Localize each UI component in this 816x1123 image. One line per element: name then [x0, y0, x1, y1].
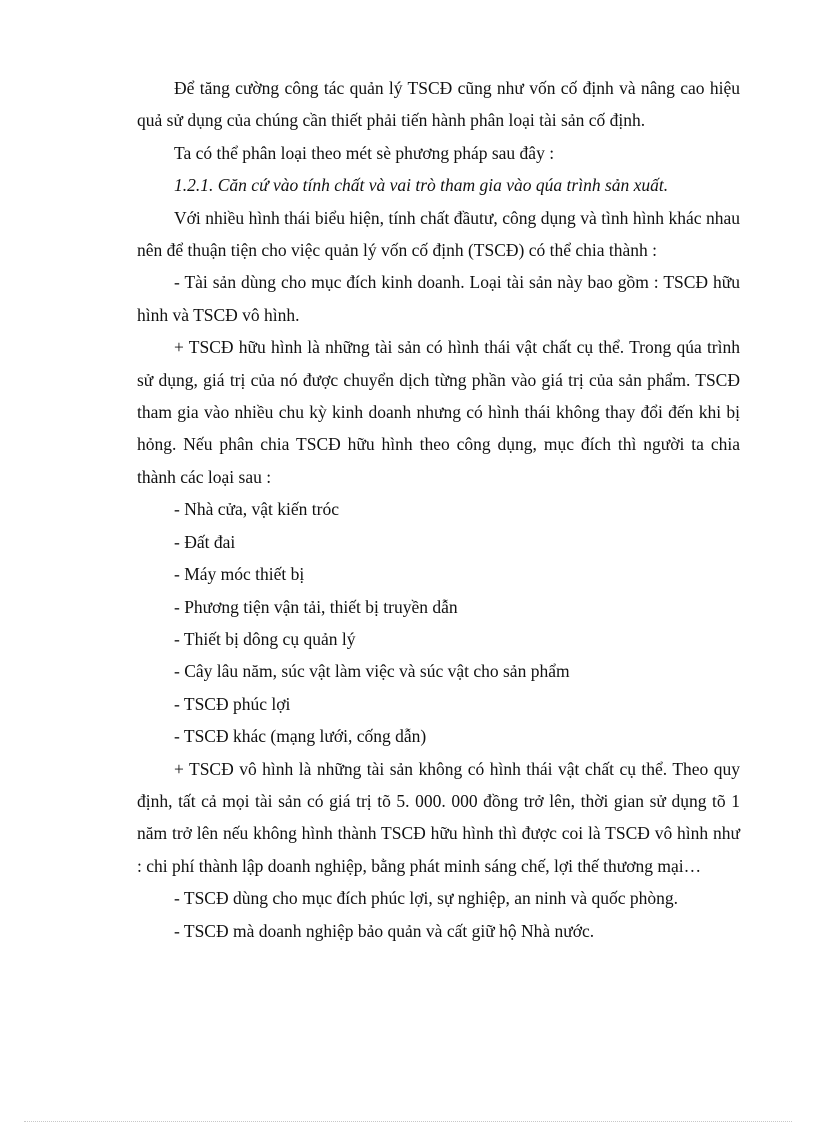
- section-heading: 1.2.1. Căn cứ vào tính chất và vai trò tham gia vào qúa trình sản xuất.: [174, 175, 669, 196]
- intangible-assets-paragraph: + TSCĐ vô hình là những tài sản không có hình thái vật chất cụ thể. Theo quy định, tất cả mọi tài sản có giá trị tõ 5. 000. 000 đồng trở lên, thời gian sử dụng tõ 1 năm trở lên nếu không hình thành TSCĐ hữu hình thì được coi là TSCĐ vô hình như : chi phí thành lập doanh nghiệp, bằng phát minh sáng chế, lợi thế thương mại…: [137, 758, 740, 876]
- list-item: - TSCĐ dùng cho mục đích phúc lợi, sự nghiệp, an ninh và quốc phòng.: [174, 888, 678, 909]
- list-item: - Máy móc thiết bị: [174, 564, 305, 585]
- list-item: - Thiết bị dông cụ quản lý: [174, 628, 356, 649]
- list-item: - Đất đai: [174, 531, 236, 552]
- method-intro-paragraph: Ta có thể phân loại theo mét sè phương pháp sau đây :: [174, 142, 555, 163]
- list-item: - Nhà cửa, vật kiến tróc: [174, 499, 339, 520]
- intro-paragraph: Để tăng cường công tác quản lý TSCĐ cũng như vốn cố định và nâng cao hiệu quả sử dụng của chúng cần thiết phải tiến hành phân loại tài sản cố định.: [137, 78, 740, 131]
- list-item: - Phương tiện vận tải, thiết bị truyền dẫn: [174, 596, 458, 617]
- list-item: - TSCĐ mà doanh nghiệp bảo quản và cất giữ hộ Nhà nước.: [174, 920, 595, 941]
- business-assets-paragraph: - Tài sản dùng cho mục đích kinh doanh. Loại tài sản này bao gồm : TSCĐ hữu hình và TSCĐ vô hình.: [137, 272, 740, 325]
- list-item: - Cây lâu năm, súc vật làm việc và súc vật cho sản phẩm: [174, 661, 570, 682]
- document-body: [137, 72, 740, 947]
- tangible-assets-paragraph: + TSCĐ hữu hình là những tài sản có hình thái vật chất cụ thể. Trong qúa trình sử dụng, giá trị của nó được chuyển dịch từng phần vào giá trị của sản phẩm. TSCĐ tham gia vào nhiều chu kỳ kinh doanh nhưng có hình thái không thay đổi đến khi bị hỏng. Nếu phân chia TSCĐ hữu hình theo công dụng, mục đích thì người ta chia thành các loại sau :: [137, 337, 740, 487]
- list-item: - TSCĐ phúc lợi: [174, 693, 291, 714]
- page-bottom-divider: [24, 1121, 792, 1122]
- classification-paragraph: Với nhiều hình thái biểu hiện, tính chất đầutư, công dụng và tình hình khác nhau nên để thuận tiện cho việc quản lý vốn cố định (TSCĐ) có thể chia thành :: [137, 207, 740, 261]
- list-item: - TSCĐ khác (mạng lưới, cống dẫn): [174, 726, 427, 747]
